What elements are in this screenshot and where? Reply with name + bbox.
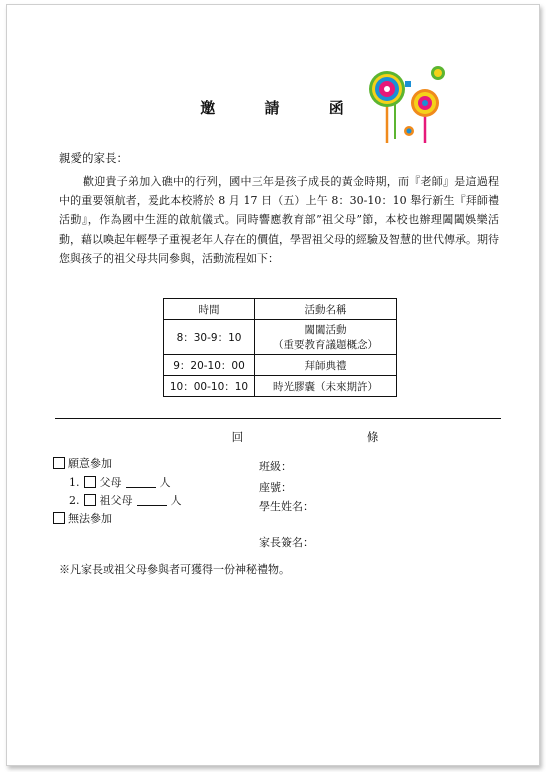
row-time: 8：30-9：10 (164, 320, 255, 355)
parents-label: 父母 (99, 476, 122, 489)
activity-note: （重要教育議題概念） (273, 339, 378, 351)
activity-name: 闔闔活動 (304, 324, 347, 336)
option-number: 2. (69, 493, 80, 507)
divider-line (55, 418, 501, 419)
invitation-title: 邀 請 函 (200, 99, 366, 117)
option-grandparents (69, 492, 182, 508)
grandparents-checkbox[interactable] (84, 494, 96, 506)
grandparents-label: 祖父母 (99, 494, 133, 507)
row-time: 9：20-10：00 (164, 355, 255, 376)
row-time: 10：00-10：10 (164, 376, 255, 397)
gift-note: ※凡家長或祖父母參與者可獲得一份神秘禮物。 (59, 563, 290, 576)
row-activity: 拜師典禮 (255, 355, 397, 376)
parents-unit: 人 (159, 476, 171, 489)
flowers-illustration (365, 61, 455, 145)
letter-body: 歡迎貴子弟加入礁中的行列，國中三年是孩子成長的黃金時期，而『老師』是這過程中的重要領航者，爰此本校將於 8 月 17 日（五）上午 8：30-10：10 舉行新生『拜師禮活動』，作為國中生涯的啟航儀式。同時響應教育部”祖父母”節，本校也辦理闔闔娛樂活動，藉以喚起年輕學子重視老年人存在的價值，學習祖父母的經驗及智慧的世代傳承。期待您與孩子的祖父母共同參與，活動流程如下： (59, 175, 499, 265)
table-header-row (164, 299, 397, 320)
option-parents (69, 474, 171, 490)
reply-title: 回 條 (231, 430, 439, 444)
decline-checkbox[interactable] (53, 512, 65, 524)
header-activity: 活動名稱 (255, 299, 397, 320)
schedule-table (163, 298, 397, 397)
table-row (164, 355, 397, 376)
table-row (164, 320, 397, 355)
option-number: 1. (69, 475, 80, 489)
seat-field[interactable]: 座號： (259, 481, 292, 494)
row-activity: 時光膠囊（未來期許） (255, 376, 397, 397)
attend-label: 願意參加 (68, 457, 112, 470)
grandparents-unit: 人 (170, 494, 182, 507)
table-row (164, 376, 397, 397)
header-time: 時間 (164, 299, 255, 320)
greeting: 親愛的家長： (59, 151, 128, 165)
parents-checkbox[interactable] (84, 476, 96, 488)
document-page (6, 4, 540, 766)
class-field[interactable]: 班級： (259, 460, 292, 473)
attend-option[interactable] (53, 455, 112, 471)
student-name-field[interactable]: 學生姓名： (259, 500, 314, 513)
attend-checkbox[interactable] (53, 457, 65, 469)
decline-label: 無法參加 (68, 512, 112, 525)
grandparents-count-blank[interactable] (137, 495, 167, 506)
decline-option[interactable] (53, 510, 112, 526)
parent-signature-field[interactable]: 家長簽名： (259, 536, 314, 549)
row-activity (255, 320, 397, 355)
parents-count-blank[interactable] (126, 477, 156, 488)
